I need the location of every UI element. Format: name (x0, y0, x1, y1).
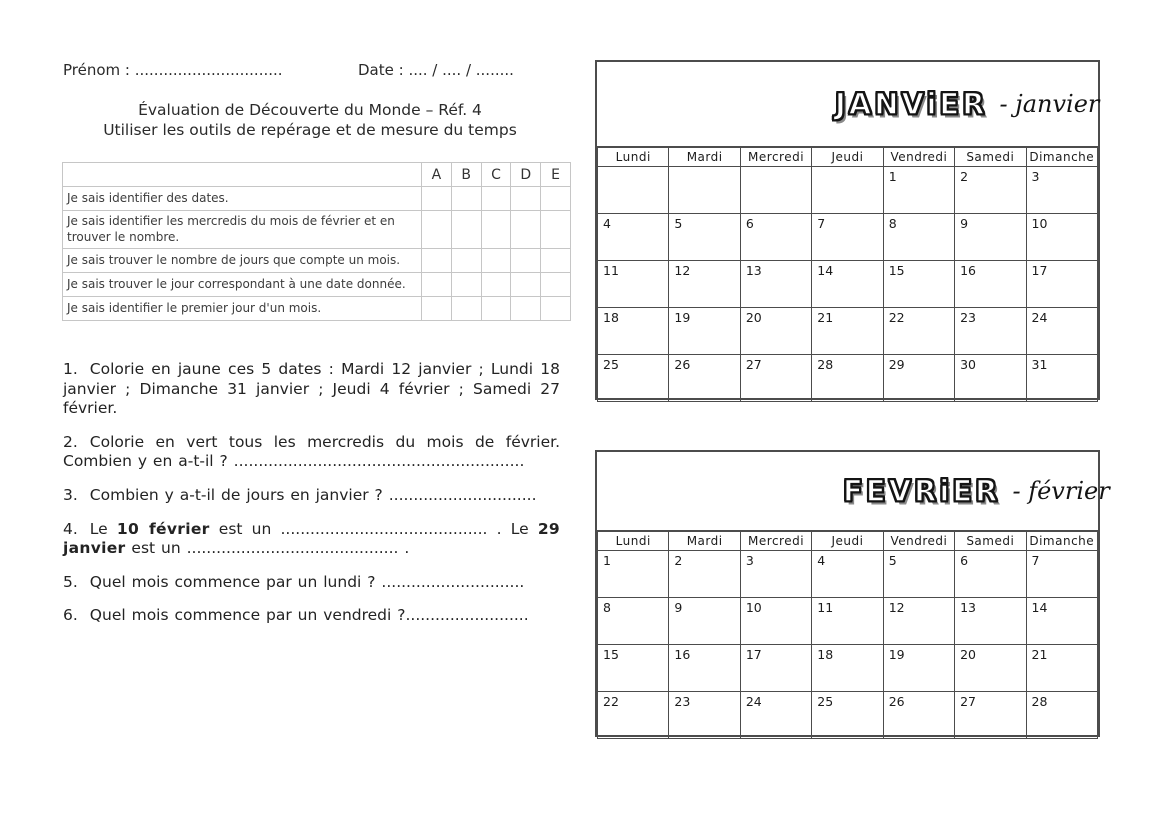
skill-label: Je sais identifier le premier jour d'un mois. (63, 297, 422, 321)
calendar-week-row (598, 551, 1098, 598)
question-number: 4. (63, 519, 78, 538)
calendar-week-row (598, 692, 1098, 739)
day-header-jeudi: Jeudi (812, 148, 883, 167)
calendar-day-cell: 24 (1026, 308, 1097, 355)
calendar-day-cell: 18 (598, 308, 669, 355)
grade-cell (541, 297, 571, 321)
question-3 (63, 486, 560, 506)
skill-row (63, 249, 571, 273)
question-number: 2. (63, 432, 78, 451)
january-cursive-subtitle: - janvier (999, 90, 1100, 118)
february-cursive-subtitle: - février (1012, 477, 1110, 505)
calendar-day-cell: 10 (740, 598, 811, 645)
grade-column-a: A (422, 163, 452, 187)
questions-section (63, 360, 560, 640)
calendar-day-cell: 17 (740, 645, 811, 692)
grade-cell (511, 187, 541, 211)
january-grid (597, 147, 1098, 402)
calendar-day-cell: 6 (955, 551, 1026, 598)
grade-cell (481, 273, 511, 297)
day-header-jeudi: Jeudi (812, 532, 883, 551)
calendar-week-row (598, 598, 1098, 645)
january-bubble-title: JANViER (835, 87, 988, 121)
grade-cell (481, 187, 511, 211)
question-text: Le (89, 519, 117, 538)
calendar-day-cell: 15 (883, 261, 954, 308)
calendar-day-cell: 13 (955, 598, 1026, 645)
grade-cell (422, 211, 452, 249)
calendar-day-cell: 8 (883, 214, 954, 261)
calendar-day-cell: 18 (812, 645, 883, 692)
calendar-day-cell (740, 167, 811, 214)
question-bold-date: 10 février (116, 519, 210, 538)
calendar-day-cell: 24 (740, 692, 811, 739)
calendar-day-cell: 6 (740, 214, 811, 261)
calendar-day-cell: 9 (955, 214, 1026, 261)
question-number: 1. (63, 360, 78, 378)
calendar-day-cell: 20 (955, 645, 1026, 692)
grade-column-d: D (511, 163, 541, 187)
grade-cell (451, 211, 481, 249)
calendar-week-row (598, 645, 1098, 692)
calendar-week-row (598, 167, 1098, 214)
calendar-day-cell: 13 (740, 261, 811, 308)
calendar-day-cell: 5 (883, 551, 954, 598)
calendar-day-cell: 28 (812, 355, 883, 402)
grade-cell (451, 187, 481, 211)
calendar-day-cell: 26 (883, 692, 954, 739)
calendar-day-cell: 30 (955, 355, 1026, 402)
day-header-vendredi: Vendredi (883, 148, 954, 167)
calendar-january (595, 60, 1100, 400)
calendar-day-cell: 12 (669, 261, 740, 308)
question-2 (63, 433, 560, 472)
skill-label: Je sais trouver le jour correspondant à une date donnée. (63, 273, 422, 297)
question-text: Quel mois commence par un vendredi ?......................... (89, 606, 529, 625)
calendar-day-cell: 9 (669, 598, 740, 645)
skill-label: Je sais identifier des dates. (63, 187, 422, 211)
document-title (55, 100, 565, 140)
calendar-day-cell: 23 (669, 692, 740, 739)
calendar-day-cell: 27 (740, 355, 811, 402)
calendar-day-cell: 27 (955, 692, 1026, 739)
calendar-day-cell: 19 (669, 308, 740, 355)
february-grid (597, 531, 1098, 739)
grade-cell (511, 249, 541, 273)
grade-column-b: B (451, 163, 481, 187)
calendar-day-cell: 14 (1026, 598, 1097, 645)
calendar-day-cell: 1 (883, 167, 954, 214)
calendar-day-cell: 11 (598, 261, 669, 308)
skills-header-row (63, 163, 571, 187)
calendar-week-row (598, 261, 1098, 308)
skill-label: Je sais trouver le nombre de jours que compte un mois. (63, 249, 422, 273)
calendar-day-cell: 20 (740, 308, 811, 355)
calendar-day-cell (598, 167, 669, 214)
day-header-lundi: Lundi (598, 532, 669, 551)
question-4 (63, 520, 560, 559)
calendar-day-cell (669, 167, 740, 214)
calendar-day-cell: 3 (1026, 167, 1097, 214)
grade-cell (451, 273, 481, 297)
question-number: 3. (63, 485, 78, 504)
february-bubble-title: FEVRiER (843, 474, 1001, 508)
calendar-day-cell: 22 (598, 692, 669, 739)
header-row (63, 61, 573, 79)
grade-cell (422, 249, 452, 273)
skill-row (63, 187, 571, 211)
day-header-samedi: Samedi (955, 532, 1026, 551)
question-text: Combien y a-t-il de jours en janvier ? .............................. (89, 485, 537, 504)
calendar-day-cell: 4 (812, 551, 883, 598)
title-line-2: Utiliser les outils de repérage et de mesure du temps (103, 121, 517, 139)
question-bold-date: 29 janvier (63, 519, 560, 558)
calendar-day-cell: 21 (1026, 645, 1097, 692)
title-line-1: Évaluation de Découverte du Monde – Réf. 4 (138, 101, 482, 119)
grade-cell (481, 211, 511, 249)
calendar-february-title (597, 452, 1110, 531)
grade-cell (422, 273, 452, 297)
calendar-day-cell (812, 167, 883, 214)
day-header-dimanche: Dimanche (1026, 532, 1097, 551)
question-text: est un .......................................... . Le (209, 519, 538, 538)
calendar-day-cell: 21 (812, 308, 883, 355)
grade-cell (511, 211, 541, 249)
calendar-week-row (598, 214, 1098, 261)
skills-table (62, 162, 571, 321)
day-header-vendredi: Vendredi (883, 532, 954, 551)
day-header-mercredi: Mercredi (740, 148, 811, 167)
day-header-mardi: Mardi (669, 532, 740, 551)
calendar-day-cell: 28 (1026, 692, 1097, 739)
skill-label: Je sais identifier les mercredis du mois de février et en trouver le nombre. (63, 211, 422, 249)
grade-column-e: E (541, 163, 571, 187)
calendar-week-row (598, 308, 1098, 355)
calendar-day-cell: 10 (1026, 214, 1097, 261)
calendar-day-cell: 29 (883, 355, 954, 402)
skills-corner-cell (63, 163, 422, 187)
question-number: 6. (63, 606, 78, 625)
calendar-day-cell: 15 (598, 645, 669, 692)
grade-cell (422, 187, 452, 211)
calendar-day-cell: 25 (598, 355, 669, 402)
calendar-day-cell: 2 (955, 167, 1026, 214)
grade-cell (511, 273, 541, 297)
date-field: Date : .... / .... / ........ (358, 61, 514, 79)
question-6 (63, 606, 560, 626)
calendar-day-cell: 4 (598, 214, 669, 261)
january-day-header-row (598, 148, 1098, 167)
calendar-day-cell: 16 (669, 645, 740, 692)
grade-cell (451, 297, 481, 321)
calendar-week-row (598, 355, 1098, 402)
day-header-mardi: Mardi (669, 148, 740, 167)
question-text: Colorie en vert tous les mercredis du mois de février. Combien y en a-t-il ? ........................................................... (63, 432, 560, 471)
calendar-day-cell: 12 (883, 598, 954, 645)
skill-row (63, 297, 571, 321)
day-header-dimanche: Dimanche (1026, 148, 1097, 167)
grade-cell (541, 249, 571, 273)
grade-cell (511, 297, 541, 321)
february-day-header-row (598, 532, 1098, 551)
grade-cell (422, 297, 452, 321)
calendar-day-cell: 5 (669, 214, 740, 261)
grade-cell (451, 249, 481, 273)
skill-row (63, 211, 571, 249)
prenom-field: Prénom : ............................... (63, 61, 283, 79)
question-5 (63, 573, 560, 593)
day-header-lundi: Lundi (598, 148, 669, 167)
day-header-samedi: Samedi (955, 148, 1026, 167)
grade-column-c: C (481, 163, 511, 187)
calendar-day-cell: 8 (598, 598, 669, 645)
skill-row (63, 273, 571, 297)
question-number: 5. (63, 572, 78, 591)
grade-cell (541, 211, 571, 249)
calendar-january-title (597, 62, 1098, 147)
calendar-day-cell: 7 (1026, 551, 1097, 598)
calendar-day-cell: 19 (883, 645, 954, 692)
calendar-day-cell: 23 (955, 308, 1026, 355)
grade-cell (481, 297, 511, 321)
calendar-day-cell: 25 (812, 692, 883, 739)
calendar-day-cell: 16 (955, 261, 1026, 308)
calendar-day-cell: 22 (883, 308, 954, 355)
calendar-day-cell: 17 (1026, 261, 1097, 308)
grade-cell (481, 249, 511, 273)
calendar-day-cell: 2 (669, 551, 740, 598)
question-1 (63, 360, 560, 419)
calendar-day-cell: 14 (812, 261, 883, 308)
question-text: est un ........................................... . (125, 539, 410, 558)
calendar-day-cell: 7 (812, 214, 883, 261)
calendar-day-cell: 11 (812, 598, 883, 645)
day-header-mercredi: Mercredi (740, 532, 811, 551)
calendar-day-cell: 31 (1026, 355, 1097, 402)
grade-cell (541, 273, 571, 297)
calendar-day-cell: 1 (598, 551, 669, 598)
calendar-february (595, 450, 1110, 737)
calendar-day-cell: 3 (740, 551, 811, 598)
question-text: Colorie en jaune ces 5 dates : Mardi 12 janvier ; Lundi 18 janvier ; Dimanche 31 janvier ; Jeudi 4 février ; Samedi 27 février. (63, 360, 560, 418)
question-text: Quel mois commence par un lundi ? ............................. (89, 572, 525, 591)
grade-cell (541, 187, 571, 211)
calendar-day-cell: 26 (669, 355, 740, 402)
